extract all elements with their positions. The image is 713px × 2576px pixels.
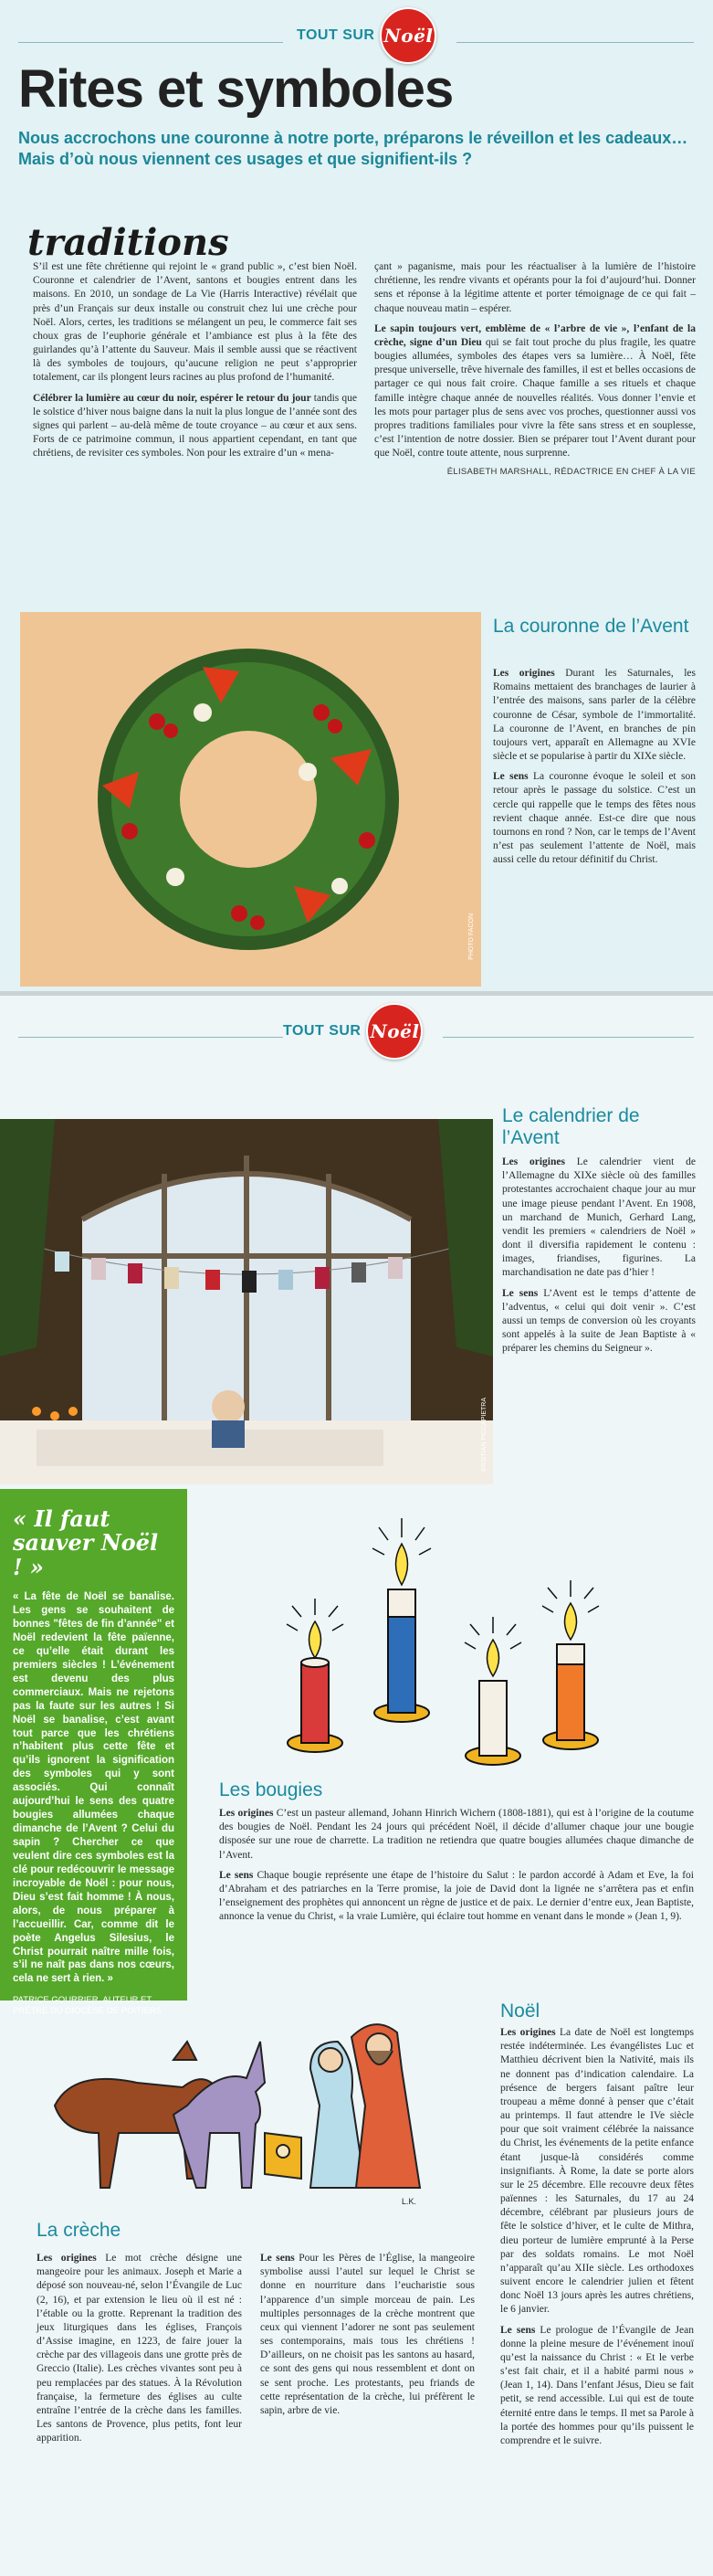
page-title: Rites et symboles [18, 59, 454, 119]
chapo: Nous accrochons une couronne à notre porte, préparons le réveillon et les cadeaux… Mais d’où nous viennent ces usages et que signifient-ils ? [18, 129, 688, 169]
candles-svg [246, 1507, 648, 1772]
intro-paragraph: çant » paganisme, mais pour les réactualiser à la lumière de l’histoire chrétienne, les rendre vivants et opérants pour la foi d’aujourd’hui. Donner sens et réponse à la légitime attente et porter témoignage de ce qui fait – chaque nouveau matin – espérer. [374, 261, 696, 314]
intro-column-1 [33, 260, 357, 467]
section-label-traditions: traditions [27, 221, 229, 264]
kicker-rule-left-2 [18, 1037, 283, 1038]
photo-credit: PHOTO FACON [468, 913, 475, 960]
noel-text: Les origines La date de Noël est longtemps restée indéterminée. Les évangélistes Luc et Matthieu décrivent bien la Nativité, mais ils ne donnent pas d’indication calendaire. La présence de bergers faisant paître leur troupeau a même donné à penser que c’était au printemps. Il faut attendre le IVe siècle pour que soit vraiment célébrée la naissance du Christ, les événements de la petite enfance étant jusque-là considérés comme insignifiants. À Rome, la date se porte alors sur le 25 décembre. Elle recouvre deux fêtes païennes : les Saturnales, du 17 au 24 décembre, célébrant par plusieurs jours de fête le solstice d’hiver, et le culte de Mithra, dieu porteur de lumière emprunté à la Perse par des soldats romains. Le mot Noël n’apparaît qu’au XIIe siècle. Les orthodoxes suivent encore le calendrier julien et fêtent donc Noël 13 jours après les autres chrétiens, le 6 janvier. Le sens Le prologue de l’Évangile de Jean donne la pleine mesure de l’événement inouï qu’est la naissance du Christ : « Et le verbe s’est fait chair, et il a habité parmi nous » (Jean 1, 14). Dans l’enfant Jésus, Dieu se fait petit, se rend accessible. Lui qui est de toute éternité entre dans le temps. Il met sa Parole à la portée des hommes pour qu’ils puissent le comprendre et le suivre. [500, 2027, 694, 2446]
section-title-calendrier: Le calendrier de l’Avent [502, 1105, 640, 1149]
kicker-prefix: TOUT SUR [283, 1023, 362, 1040]
nativity-illustration [37, 2005, 466, 2211]
sens-label: Le sens [493, 771, 529, 783]
section-title-creche: La crèche [37, 2220, 121, 2241]
illustrator-initials: L.K. [402, 2197, 417, 2206]
couronne-text: Les origines Durant les Saturnales, les Romains mettaient des branchages de laurier à l’entrée des maisons, sans parler de la célèbre couronne de César, symbole de l’immortalité. La couronne de l’Avent, en branches de pin toujours vert, apparaît en Allemagne au XVIe siècle et se popularise à partir du XIXe siècle. Le sens La couronne évoque le soleil et son retour après le passage du solstice. C’est un cercle qui rappelle que le temps des fêtes nous revient chaque année. Est-ce dire que nous tournons en rond ? Non, car le temps de l’Avent n’est pas seulement l’attente de Noël, mais aussi celle du retour définitif du Christ. [493, 668, 696, 866]
origins-label: Les origines [37, 2253, 97, 2264]
intro-lead: Célébrer la lumière au cœur du noir, espérer le retour du jour [33, 392, 311, 404]
editor-signature: ÉLISABETH MARSHALL, RÉDACTRICE EN CHEF À LA VIE [446, 467, 696, 478]
advent-wreath-photo [20, 612, 481, 987]
sidebar-body: « La fête de Noël se banalise. Les gens se souhaitent de bonnes "fêtes de fin d’année" et Noël redevient la fête païenne, ce qu’elle était durant les premiers siècles ! L’événement est devenu des plus commerciaux. Mais ne rejetons pas la faute sur les autres ! Si Noël se banalise, c’est avant tout parce que les chrétiens n’habitent plus cette fête et qu’ils ignorent la signification des symboles qui y sont associés. Qui connaît aujourd’hui le sens des quatre bougies allumées chaque dimanche de l’Avent ? Celui du sapin ? Chercher ce que veulent dire ces symboles est la clé pour redécouvrir le message incroyable de Noël : pour nous, Dieu s’est fait homme ! À nous, alors, de nous préparer à l’accueillir. Car, comme dit le poète Angelus Silesius, le Christ pourrait naître mille fois, s’il ne naît pas dans nos cœurs, cela ne sert à rien. » [13, 1591, 174, 1985]
creche-text-origins: Les origines Le mot crèche désigne une mangeoire pour les animaux. Joseph et Marie a déposé son nouveau-né, selon l’Évangile de Luc (2, 16), et par extension le lieu où il est né : l’étable ou la grotte. Reprenant la tradition des jeux liturgiques dans les églises, François d’Assise imagine, en 1223, de faire jouer la crèche par des villageois dans une grotte près de Greccio (Italie). Les crèches vivantes sont peu à peu remplacées par des statues. À la Révolution française, la fermeture des églises au culte entraîne l’entrée de la crèche dans les familles. Les santons de Provence, plus petits, font leur apparition. [37, 2253, 242, 2444]
origins-label: Les origines [502, 1156, 565, 1167]
section-title-bougies: Les bougies [219, 1779, 323, 1800]
advent-calendar-photo [0, 1119, 493, 1484]
sens-label: Le sens [500, 2324, 536, 2336]
sens-label: Le sens [260, 2253, 295, 2264]
noel-badge: Noël [380, 7, 436, 64]
candles-illustration [246, 1507, 648, 1772]
intro-paragraph: Célébrer la lumière au cœur du noir, espérer le retour du jour tandis que le solstice d’hiver nous baigne dans la nuit la plus longue de l’année sont des signes qui parlent – au-delà même de toute croyance – au cœur et aux sens. Forts de ce patrimoine commun, il nous appartient cependant, en tant que chrétiens, de revisiter ces symboles. Non pour les extraire d’un « mena- [33, 392, 358, 459]
kicker-tout-sur-noel-2 [283, 1003, 423, 1060]
noel-badge: Noël [366, 1003, 423, 1060]
wreath-illustration [20, 612, 481, 987]
section-title-noel: Noël [500, 2001, 540, 2022]
origins-label: Les origines [500, 2027, 556, 2038]
sidebar-signature: PATRICE GOURRIER, AUTEUR ET PRÊTRE DU DIOCÈSE DE POITIERS [13, 1995, 163, 2017]
creche-text-sens: Le sens Pour les Pères de l’Église, la mangeoire symbolise aussi l’autel sur lequel le Christ se donne en nourriture dans l’eucharistie sous l’apparence d’un simple morceau de pain. Les multiples personnages de la crèche montrent que ceux qui viennent l’adorer ne sont pas seulement ses contemporains, mais tous les chrétiens ! D’ailleurs, on ne choisit pas les santons au hasard, ce sont des gens qui nous ressemblent et dont on se sent proche. Les protestants, peu friands de cette représentation de la crèche, lui préfèrent le sapin, arbre de vie. [260, 2253, 475, 2416]
nativity-svg [37, 2005, 466, 2211]
intro-lead: Le sapin toujours vert, emblème de « l’arbre de vie », l’enfant de la crèche, signe d’un Dieu [374, 322, 696, 348]
intro-column-2 [374, 260, 696, 479]
origins-label: Les origines [219, 1808, 274, 1819]
calendrier-text: Les origines Le calendrier vient de l’Allemagne du XIXe siècle où des familles protestantes accrochaient chaque jour au mur une image pieuse pendant l’Avent. En 1908, un marchand de Munich, Gerhard Lang, vendit les premiers « calendriers de Noël » dont il diversifia rapidement le contenu : images, friandises, figurines. La marchandisation ne date pas d’hier ! Le sens L’Avent est le temps d’attente de l’adventus, « celui qui doit venir ». C’est aussi un temps de conversion où les croyants sont appelés à la suite de Jean Baptiste à « préparer les chemins du Seigneur ». [502, 1156, 696, 1355]
intro-paragraph: S’il est une fête chrétienne qui rejoint le « grand public », c’est bien Noël. Couronne et calendrier de l’Avent, santons et bougies entrent dans les maisons. En 2010, un sondage de La Vie (Harris Interactive) révélait que près d’un Français sur deux installe ou construit chez lui une crèche pour Noël. Alors, certes, les traditions se mélangent un peu, le commerce fait ses choux gras de l’euphorie générale et l’ambiance est plus à la fête des guirlandes qu’à l’attente du Sauveur. Mais il semble aussi que se réactivent là des symboles de toujours, qu’aucune religion ne peut s’approprier totalement, car ils plongent leurs racines au plus profond de l’humanité. [33, 261, 357, 384]
kicker-rule-left [18, 42, 283, 43]
kicker-rule-right-2 [443, 1037, 694, 1038]
quote-sidebar [0, 1489, 187, 2017]
sens-label: Le sens [502, 1287, 539, 1299]
bougies-text: Les origines C’est un pasteur allemand, Johann Hinrich Wichern (1808-1881), qui est à l’origine de la coutume des bougies de Noël. Pendant les 24 jours qui précédent Noël, il décide d’allumer chaque jour une bougie disposée sur une roue de charrette. La tradition ne retiendra que quatre bougies allumées chaque dimanche de l’Avent. Le sens Chaque bougie représente une étape de l’histoire du Salut : le pardon accordé à Adam et Eve, la foi d’Abraham et des patriarches en la Terre promise, la joie de David dont la lignée ne s’arrêtera pas et enfin l’enseignement des prophètes qui annoncent un règne de justice et de paix. Le dernier d’entre eux, Jean Baptiste, annonce la venue du Christ, « la vraie Lumière, qui éclaire tout homme en venant dans le monde » (Jean 1, 9). [219, 1808, 694, 1923]
origins-label: Les origines [493, 668, 555, 679]
photo-credit: KRISTIAN PICCAPIETRA [481, 1398, 488, 1472]
section-title-couronne: La couronne de l’Avent [493, 616, 689, 637]
sens-label: Le sens [219, 1869, 254, 1881]
sidebar-title: « Il faut sauver Noël ! » [13, 1505, 159, 1580]
kicker-prefix: TOUT SUR [297, 27, 375, 44]
intro-paragraph: Le sapin toujours vert, emblème de « l’arbre de vie », l’enfant de la crèche, signe d’un Dieu qui se fait tout proche du plus fragile, les quatre bougies allumées, symboles des étapes vers sa lumière… À Noël, fête presque universelle, trêve hivernale des familles, il est et belles occasions de partager ce qui nous fait croire. Chaque famille a ses rituels et chaque famille intègre chaque année de nouvelles réalités. Vous donner l’envie et les mots pour partager plus de sens avec vos proches, questionner aussi vos propres traditions familiales pour vivre la fête sans stress et en souplesse, c’est l’intention de notre dossier. Bien se préparer tout l’Avent durant pour que Noël, contre toute attente, nous surprenne. [374, 322, 696, 459]
kicker-rule-right [456, 42, 694, 43]
window-illustration [0, 1119, 493, 1484]
